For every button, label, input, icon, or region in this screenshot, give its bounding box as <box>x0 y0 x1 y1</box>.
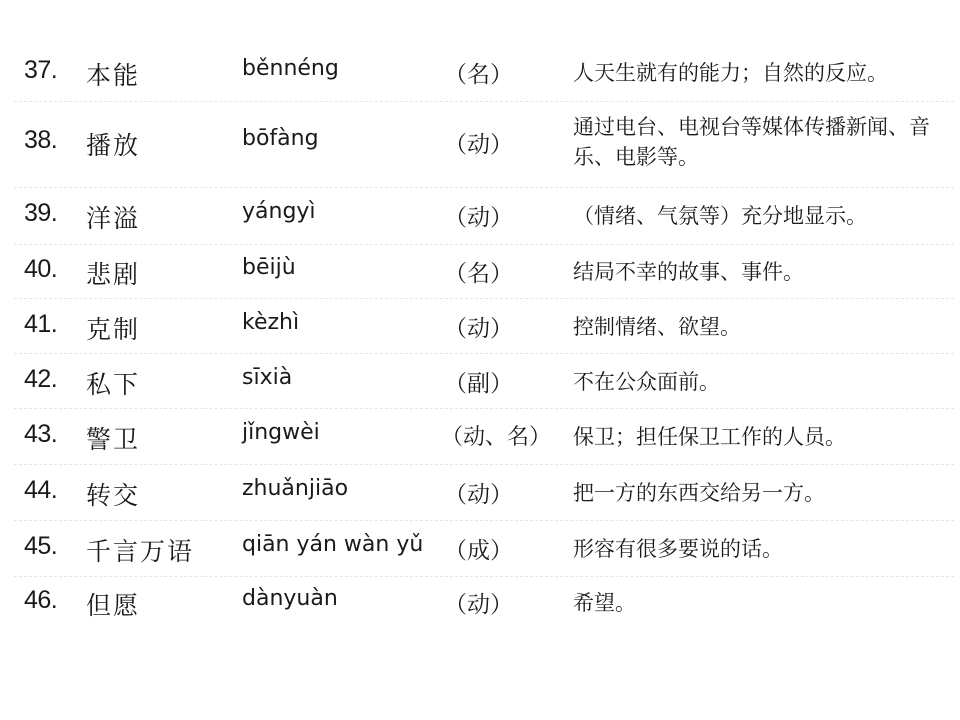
entry-part-of-speech: （成） <box>444 538 513 564</box>
entry-part-of-speech: （副） <box>444 371 513 397</box>
entry-definition: 保卫；担任保卫工作的人员。 <box>573 425 846 449</box>
row-divider <box>14 298 954 299</box>
row-divider <box>14 187 954 188</box>
entry-pinyin: kèzhì <box>242 310 300 335</box>
entry-part-of-speech: （动） <box>444 592 513 618</box>
entry-word: 千言万语 <box>86 537 195 566</box>
entry-number: 41. <box>24 310 58 338</box>
entry-part-of-speech: （动、名） <box>441 425 552 450</box>
entry-number: 42. <box>24 365 58 393</box>
entry-word: 本能 <box>86 61 141 90</box>
entry-number: 45. <box>24 532 58 560</box>
entry-pinyin: yángyì <box>242 199 316 224</box>
entry-definition: 不在公众面前。 <box>573 370 720 394</box>
entry-number: 46. <box>24 586 58 614</box>
entry-definition: （情绪、气氛等）充分地显示。 <box>573 204 867 228</box>
entry-word: 克制 <box>86 315 141 344</box>
entry-number: 43. <box>24 420 58 448</box>
entry-definition: 形容有很多要说的话。 <box>573 537 783 561</box>
entry-number: 38. <box>24 126 58 154</box>
row-divider <box>14 244 954 245</box>
entry-word: 警卫 <box>86 425 141 454</box>
entry-definition: 人天生就有的能力；自然的反应。 <box>573 61 888 85</box>
entry-word: 播放 <box>86 131 141 160</box>
row-divider <box>14 101 954 102</box>
row-divider <box>14 353 954 354</box>
entry-definition: 结局不幸的故事、事件。 <box>573 260 804 284</box>
row-divider <box>14 464 954 465</box>
entry-part-of-speech: （名） <box>444 62 513 88</box>
entry-pinyin: jǐngwèi <box>242 420 320 445</box>
row-divider <box>14 576 954 577</box>
entry-definition: 控制情绪、欲望。 <box>573 315 741 339</box>
row-divider <box>14 520 954 521</box>
entry-number: 44. <box>24 476 58 504</box>
entry-definition: 通过电台、电视台等媒体传播新闻、音乐、电影等。 <box>573 115 930 169</box>
entry-word: 转交 <box>86 481 141 510</box>
entry-part-of-speech: （名） <box>444 261 513 287</box>
entry-pinyin: sīxià <box>242 365 293 390</box>
entry-pinyin: dànyuàn <box>242 586 338 611</box>
entry-definition: 希望。 <box>573 591 636 615</box>
entry-word: 但愿 <box>86 591 141 620</box>
entry-pinyin: zhuǎnjiāo <box>242 476 349 501</box>
row-divider <box>14 408 954 409</box>
entry-number: 40. <box>24 255 58 283</box>
entry-pinyin: bōfàng <box>242 126 319 151</box>
entry-number: 37. <box>24 56 58 84</box>
entry-part-of-speech: （动） <box>444 205 513 231</box>
entry-definition: 把一方的东西交给另一方。 <box>573 481 825 505</box>
entry-part-of-speech: （动） <box>444 316 513 342</box>
entry-word: 洋溢 <box>86 204 141 233</box>
entry-word: 私下 <box>86 370 141 399</box>
entry-part-of-speech: （动） <box>444 482 513 508</box>
entry-pinyin: bēijù <box>242 255 296 280</box>
entry-word: 悲剧 <box>86 260 141 289</box>
entry-pinyin: qiān yán wàn yǔ <box>242 532 424 557</box>
entry-pinyin: běnnéng <box>242 56 339 81</box>
entry-part-of-speech: （动） <box>444 132 513 158</box>
entry-number: 39. <box>24 199 58 227</box>
